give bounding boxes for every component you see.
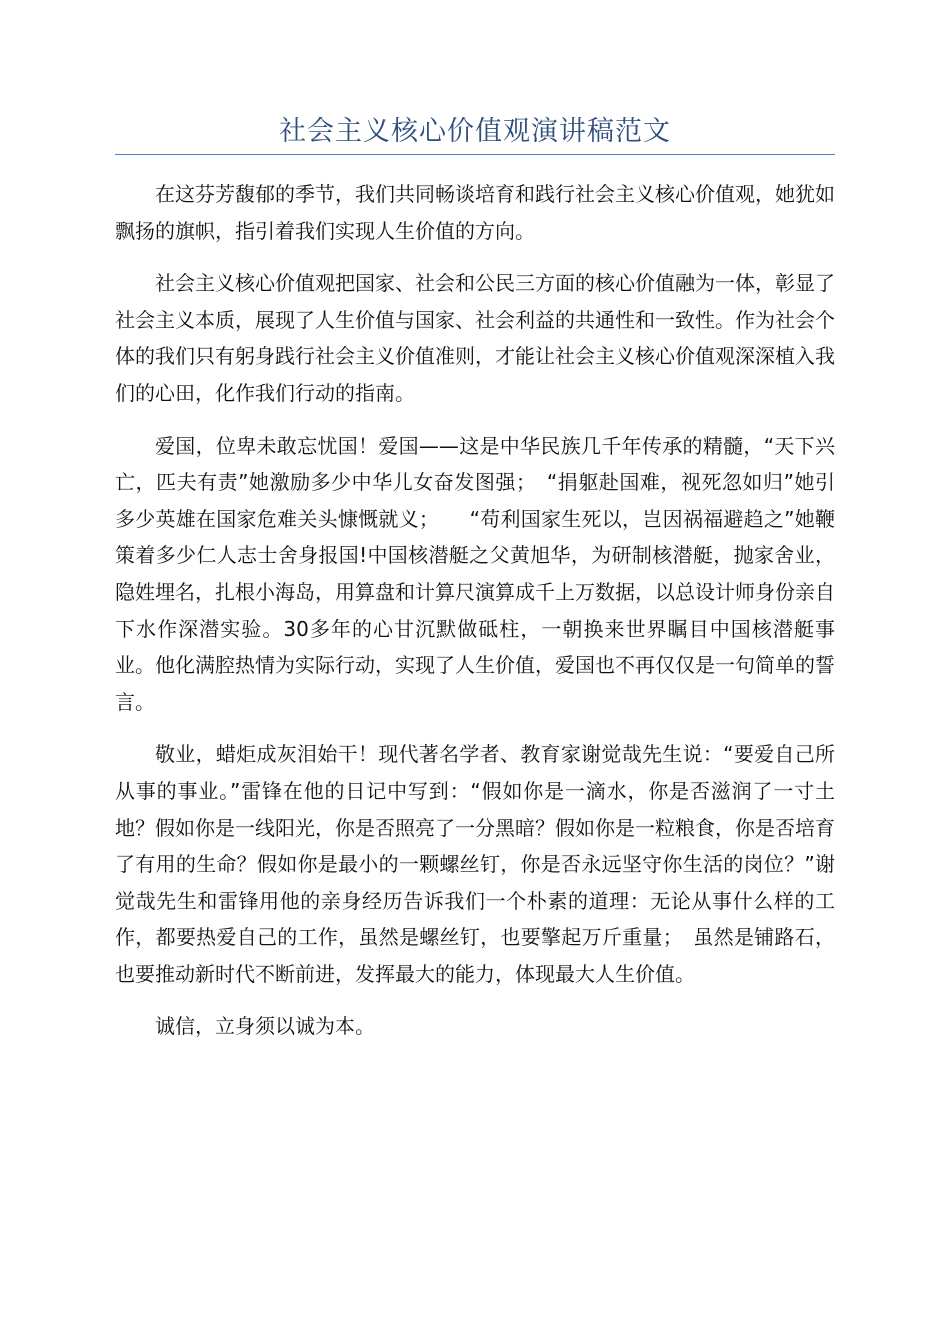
paragraph-intro: 在这芬芳馥郁的季节，我们共同畅谈培育和践行社会主义核心价值观，她犹如飘扬的旗帜，指引着我们实现人生价值的方向。 xyxy=(115,182,835,243)
paragraph-patriotism: 爱国，位卑未敢忘忧国！爱国——这是中华民族几千年传承的精髓，“天下兴亡，匹夫有责”她激励多少中华儿女奋发图强； “捐躯赴国难，视死忽如归”她引多少英雄在国家危难关头慷慨就义； “苟利国家生死以，岂因祸福避趋之”她鞭策着多少仁人志士舍身报国!中国核潜艇之父黄旭华，为研制核潜艇，抛家舍业，隐姓埋名，扎根小海岛，用算盘和计算尺演算成千上万数据，以总设计师身份亲自下水作深潜实验。30多年的心甘沉默做砥柱，一朝换来世界瞩目中国核潜艇事业。他化满腔热情为实际行动，实现了人生价值，爱国也不再仅仅是一句简单的誓言。 xyxy=(115,433,835,714)
title-underline xyxy=(115,154,835,155)
paragraph-dedication: 敬业，蜡炬成灰泪始干！现代著名学者、教育家谢觉哉先生说：“要爱自己所从事的事业。”雷锋在他的日记中写到：“假如你是一滴水，你是否滋润了一寸土地？假如你是一线阳光，你是否照亮了一分黑暗？假如你是一粒粮食，你是否培育了有用的生命？假如你是最小的一颗螺丝钉，你是否永远坚守你生活的岗位？”谢觉哉先生和雷锋用他的亲身经历告诉我们一个朴素的道理：无论从事什么样的工作，都要热爱自己的工作，虽然是螺丝钉，也要擎起万斤重量； 虽然是铺路石，也要推动新时代不断前进，发挥最大的能力，体现最大人生价值。 xyxy=(115,742,835,986)
paragraph-core-values: 社会主义核心价值观把国家、社会和公民三方面的核心价值融为一体，彰显了社会主义本质，展现了人生价值与国家、社会利益的共通性和一致性。作为社会个体的我们只有躬身践行社会主义价值准则，才能让社会主义核心价值观深深植入我们的心田，化作我们行动的指南。 xyxy=(115,271,835,405)
document-body xyxy=(115,176,835,1061)
paragraph-integrity: 诚信，立身须以诚为本。 xyxy=(155,1014,375,1039)
document-title: 社会主义核心价值观演讲稿范文 xyxy=(279,116,671,147)
